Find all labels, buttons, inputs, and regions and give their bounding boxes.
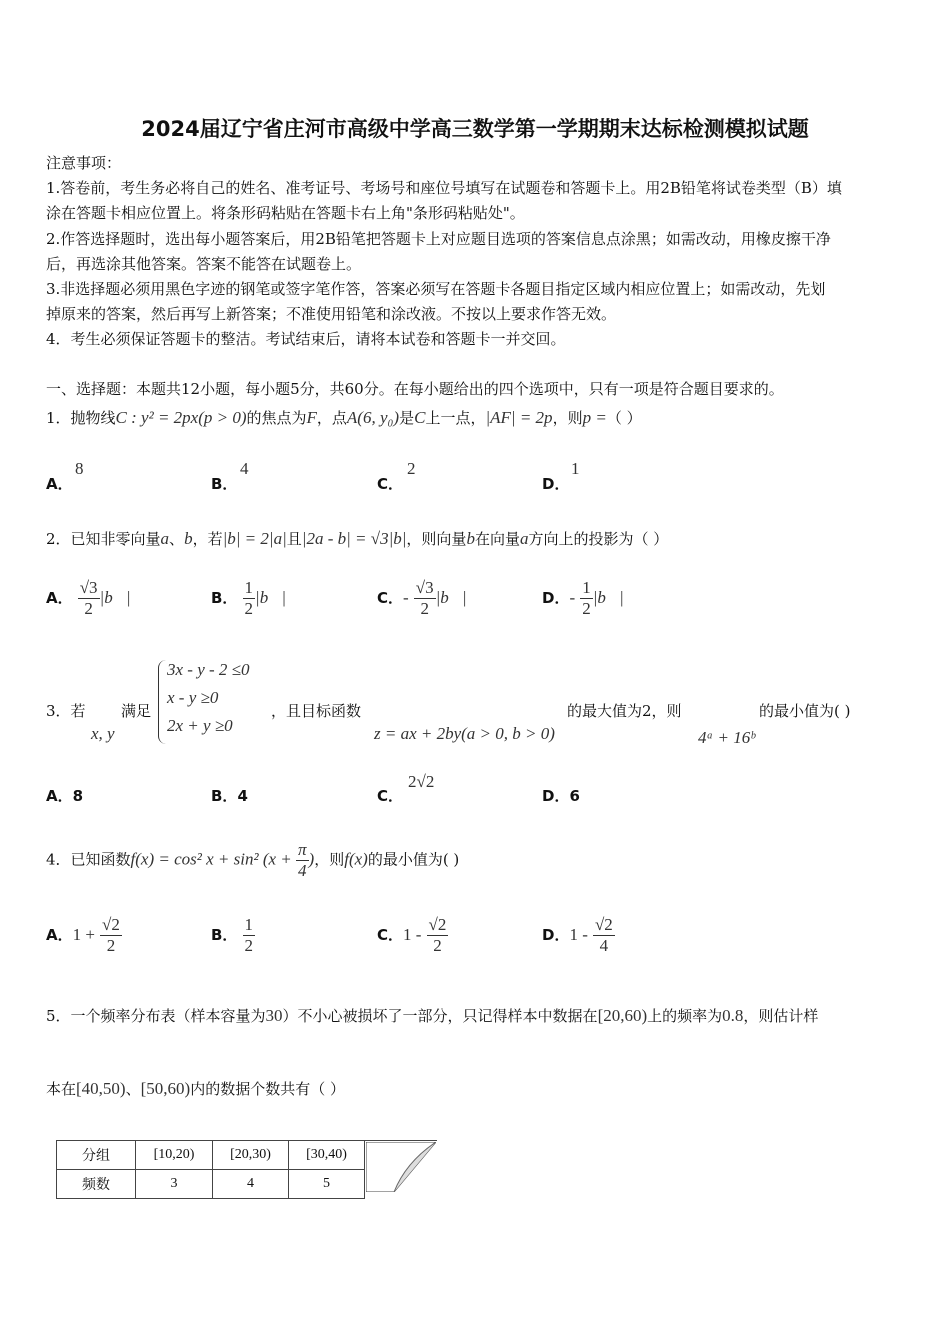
question-5-cont: 本在[40,50)、[50,60)内的数据个数共有（ ） xyxy=(46,1079,345,1098)
option-c: C． xyxy=(377,787,404,805)
option-b-value: 4 xyxy=(240,459,249,478)
question-3-text: 满足 xyxy=(121,702,152,720)
table-cell: [20,30) xyxy=(213,1141,289,1170)
section-heading: 一、选择题：本题共12小题，每小题5分，共60分。在每小题给出的四个选项中，只有一项是符合题目要求的。 xyxy=(46,380,784,398)
page-title: 2024届辽宁省庄河市高级中学高三数学第一学期期末达标检测模拟试题 xyxy=(141,117,809,141)
frequency-table xyxy=(56,1140,437,1199)
table-header: 分组 xyxy=(57,1141,136,1170)
notice-heading: 注意事项： xyxy=(46,154,122,172)
question-1: 1．抛物线C : y² = 2px(p > 0)的焦点为F，点A(6, y₀)是C上一点，|AF| = 2p，则p =（ ） xyxy=(46,408,642,427)
option-b: B．4 xyxy=(211,787,248,805)
option-b: B． $\frac{1}{2}$ |b⃗| xyxy=(211,578,287,618)
question-3-vars: x, y xyxy=(91,724,115,743)
option-d: D．- $\frac{1}{2}$ |b⃗| xyxy=(542,578,624,618)
notice-line: 掉原来的答案，然后再写上新答案；不准使用铅笔和涂改液。不按以上要求作答无效。 xyxy=(46,305,617,323)
notice-line: 3.非选择题必须用黑色字迹的钢笔或签字笔作答，答案必须写在答题卡各题目指定区域内相应位置上；如需改动，先划 xyxy=(46,280,826,298)
option-a: A．1 + $\frac{√2}{2}$ xyxy=(46,915,120,955)
option-a: A． $\frac{√3}{2}$ |b⃗| xyxy=(46,578,131,618)
torn-corner xyxy=(365,1141,438,1199)
table-header: 频数 xyxy=(57,1169,136,1198)
question-5: 5．一个频率分布表（样本容量为30）不小心被损坏了一部分，只记得样本中数据在[20,60)上的频率为0.8，则估计样 xyxy=(46,1006,819,1025)
notice-line: 2.作答选择题时，选出每小题答案后，用2B铅笔把答题卡上对应题目选项的答案信息点涂黑；如需改动，用橡皮擦干净 xyxy=(46,230,831,248)
notice-line: 涂在答题卡相应位置上。将条形码粘贴在答题卡右上角"条形码粘贴处"。 xyxy=(46,204,525,222)
option-c: C． xyxy=(377,475,404,493)
question-2: 2．已知非零向量a、b，若|b| = 2|a|且|2a - b| = √3|b|，则向量b在向量a方向上的投影为（ ） xyxy=(46,529,669,548)
notice-line: 4．考生必须保证答题卡的整洁。考试结束后，请将本试卷和答题卡一并交回。 xyxy=(46,330,566,348)
notice-line: 1.答卷前，考生务必将自己的姓名、准考证号、考场号和座位号填写在试题卷和答题卡上。用2B铅笔将试卷类型（B）填 xyxy=(46,179,842,197)
notice-line: 后，再选涂其他答案。答案不能答在试题卷上。 xyxy=(46,255,362,273)
option-c: C．1 - $\frac{√2}{2}$ xyxy=(377,915,447,955)
option-a-value: 8 xyxy=(75,459,84,478)
table-cell: 5 xyxy=(289,1169,365,1198)
option-d: D． xyxy=(542,475,570,493)
question-3-label: 3．若 xyxy=(46,702,86,720)
option-a: A．8 xyxy=(46,787,84,805)
table-cell: [10,20) xyxy=(136,1141,213,1170)
table-cell: 4 xyxy=(213,1169,289,1198)
option-b: B． xyxy=(211,475,238,493)
option-b: B． $\frac{1}{2}$ xyxy=(211,915,254,955)
target-expression: 4ᵃ + 16ᵇ xyxy=(698,728,755,747)
question-3-text: 的最大值为2，则 xyxy=(567,702,682,720)
question-3-text: ，且目标函数 xyxy=(271,702,362,720)
option-c-value: 2 xyxy=(407,459,416,478)
option-d: D．1 - $\frac{√2}{4}$ xyxy=(542,915,613,955)
option-d-value: 1 xyxy=(571,459,580,478)
question-4: 4．已知函数f(x) = cos² x + sin² (x + $\frac{\pi}{4}$ )，则f(x)的最小值为( ) xyxy=(46,840,460,880)
table-cell: 3 xyxy=(136,1169,213,1198)
question-3-text: 的最小值为( ) xyxy=(759,702,851,720)
objective-function: z = ax + 2by(a > 0, b > 0) xyxy=(374,724,555,743)
option-d: D．6 xyxy=(542,787,580,805)
constraint-system: 3x - y - 2 ≤0 x - y ≥0 2x + y ≥0 xyxy=(158,660,250,744)
option-c: C．- $\frac{√3}{2}$ |b⃗| xyxy=(377,578,467,618)
option-c-value: 2√2 xyxy=(408,772,435,791)
table-cell: [30,40) xyxy=(289,1141,365,1170)
option-a: A． xyxy=(46,475,73,493)
